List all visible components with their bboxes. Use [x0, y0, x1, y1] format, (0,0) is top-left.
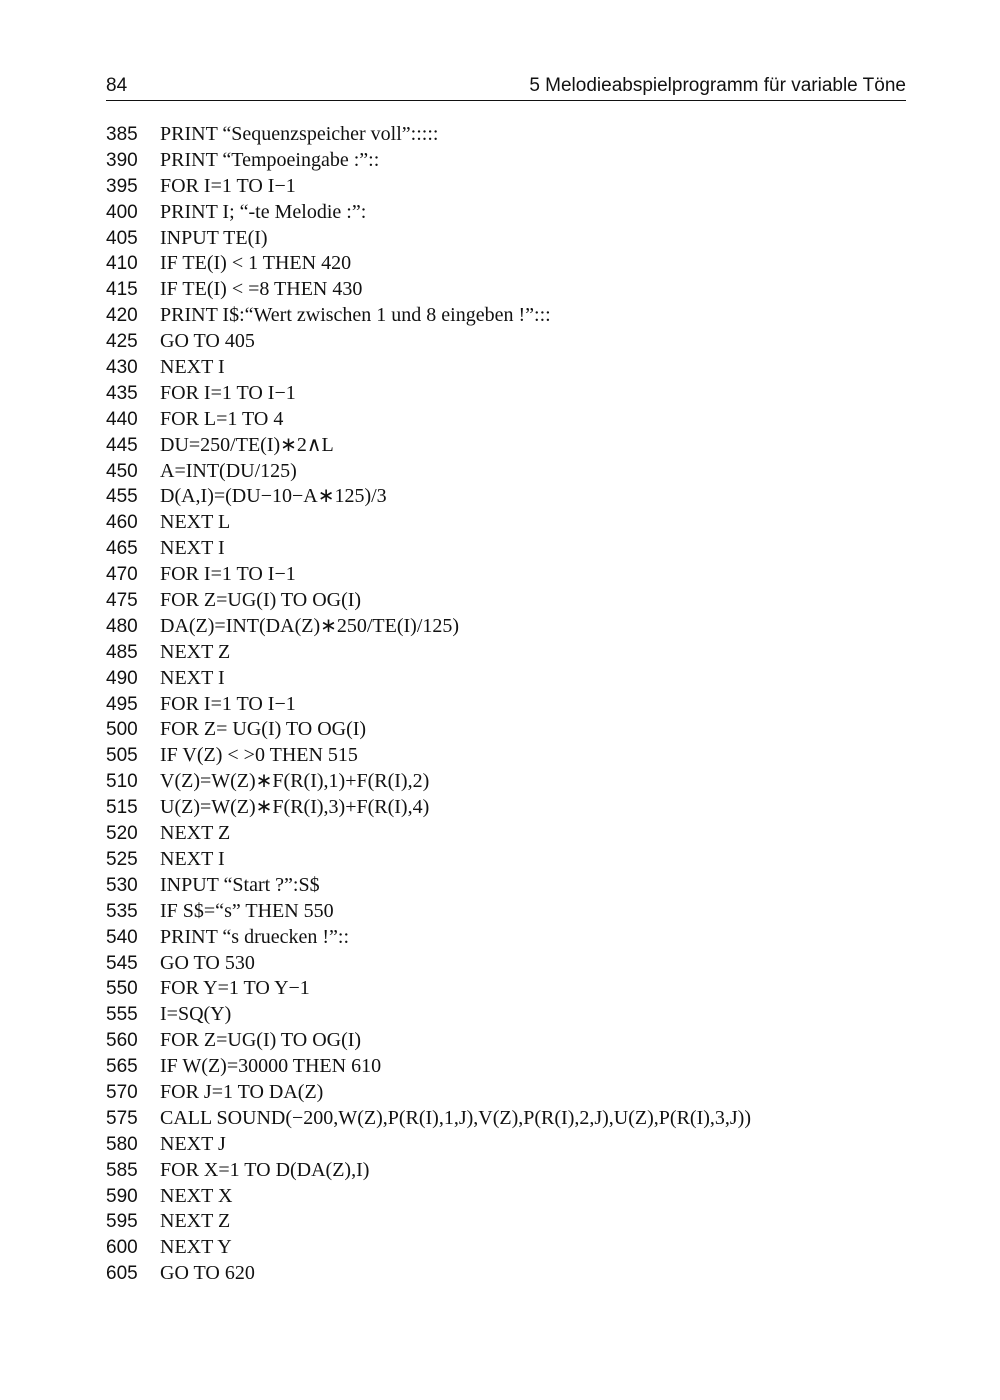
code-statement: IF W(Z)=30000 THEN 610 [160, 1055, 382, 1078]
code-statement: GO TO 530 [160, 951, 255, 974]
code-line [106, 459, 926, 485]
code-statement: NEXT L [160, 511, 231, 534]
code-line [106, 381, 926, 407]
line-number: 555 [106, 1004, 138, 1026]
code-line [106, 1158, 926, 1184]
line-number: 480 [106, 615, 138, 637]
line-number: 425 [106, 331, 138, 353]
code-statement: IF TE(I) < =8 THEN 430 [160, 278, 363, 301]
code-line [106, 226, 926, 252]
code-statement: FOR Z=UG(I) TO OG(I) [160, 589, 362, 612]
code-statement: FOR I=1 TO I−1 [160, 381, 296, 404]
code-line [106, 1184, 926, 1210]
code-line [106, 1235, 926, 1261]
line-number: 550 [106, 978, 138, 1000]
line-number: 435 [106, 382, 138, 404]
code-line [106, 847, 926, 873]
line-number: 440 [106, 408, 138, 430]
code-statement: FOR Z=UG(I) TO OG(I) [160, 1029, 362, 1052]
code-statement: FOR J=1 TO DA(Z) [160, 1080, 324, 1103]
code-line [106, 925, 926, 951]
line-number: 585 [106, 1159, 138, 1181]
code-statement: V(Z)=W(Z)∗F(R(I),1)+F(R(I),2) [160, 770, 430, 793]
line-number: 535 [106, 900, 138, 922]
code-line [106, 536, 926, 562]
code-statement: PRINT “Tempoeingabe :”:: [160, 148, 380, 171]
code-statement: IF S$=“s” THEN 550 [160, 899, 334, 922]
line-number: 595 [106, 1211, 138, 1233]
code-line [106, 251, 926, 277]
code-statement: FOR I=1 TO I−1 [160, 563, 296, 586]
code-statement: FOR I=1 TO I−1 [160, 692, 296, 715]
code-statement: U(Z)=W(Z)∗F(R(I),3)+F(R(I),4) [160, 796, 430, 819]
code-line [106, 640, 926, 666]
line-number: 475 [106, 590, 138, 612]
line-number: 385 [106, 124, 138, 145]
code-line [106, 562, 926, 588]
line-number: 490 [106, 667, 138, 689]
code-statement: NEXT I [160, 847, 225, 870]
line-number: 400 [106, 201, 138, 223]
code-line [106, 795, 926, 821]
code-line [106, 148, 926, 174]
code-line [106, 1261, 926, 1287]
code-statement: GO TO 405 [160, 330, 255, 353]
code-line [106, 329, 926, 355]
code-statement: INPUT TE(I) [160, 226, 268, 249]
code-line [106, 277, 926, 303]
code-statement: NEXT I [160, 537, 225, 560]
code-statement: FOR X=1 TO D(DA(Z),I) [160, 1158, 370, 1181]
line-number: 450 [106, 460, 138, 482]
code-line [106, 433, 926, 459]
code-line [106, 821, 926, 847]
code-statement: NEXT X [160, 1184, 233, 1207]
code-statement: PRINT I; “-te Melodie :”: [160, 200, 367, 223]
code-line [106, 1132, 926, 1158]
code-line [106, 692, 926, 718]
line-number: 580 [106, 1133, 138, 1155]
code-line [106, 1209, 926, 1235]
code-line [106, 200, 926, 226]
code-line [106, 303, 926, 329]
code-line [106, 174, 926, 200]
code-line [106, 614, 926, 640]
line-number: 560 [106, 1030, 138, 1052]
code-statement: I=SQ(Y) [160, 1003, 232, 1026]
code-statement: IF TE(I) < 1 THEN 420 [160, 252, 352, 275]
code-statement: IF V(Z) < >0 THEN 515 [160, 744, 358, 767]
code-line [106, 1054, 926, 1080]
code-statement: PRINT “Sequenzspeicher voll”::::: [160, 123, 439, 145]
code-line [106, 666, 926, 692]
line-number: 600 [106, 1237, 138, 1259]
code-statement: NEXT Z [160, 1210, 231, 1233]
code-line [106, 1002, 926, 1028]
code-statement: NEXT Z [160, 822, 231, 845]
code-statement: GO TO 620 [160, 1262, 255, 1285]
line-number: 570 [106, 1081, 138, 1103]
code-line [106, 484, 926, 510]
line-number: 590 [106, 1185, 138, 1207]
code-statement: A=INT(DU/125) [160, 459, 297, 482]
code-line [106, 510, 926, 536]
line-number: 500 [106, 719, 138, 741]
line-number: 575 [106, 1107, 138, 1129]
code-statement: NEXT J [160, 1132, 226, 1155]
line-number: 470 [106, 564, 138, 586]
code-statement: PRINT “s druecken !”:: [160, 925, 350, 948]
code-line [106, 717, 926, 743]
code-line [106, 355, 926, 381]
line-number: 565 [106, 1056, 138, 1078]
code-statement: CALL SOUND(−200,W(Z),P(R(I),1,J),V(Z),P(R(I),2,J),U(Z),P(R(I),3,J)) [160, 1106, 751, 1129]
line-number: 510 [106, 771, 138, 793]
header-rule [106, 100, 906, 101]
line-number: 420 [106, 305, 138, 327]
line-number: 505 [106, 745, 138, 767]
line-number: 540 [106, 926, 138, 948]
line-number: 525 [106, 848, 138, 870]
code-statement: PRINT I$:“Wert zwischen 1 und 8 eingeben !”::: [160, 304, 551, 327]
line-number: 530 [106, 874, 138, 896]
line-number: 485 [106, 641, 138, 663]
code-statement: DU=250/TE(I)∗2∧L [160, 433, 334, 456]
code-line [106, 976, 926, 1002]
code-statement: D(A,I)=(DU−10−A∗125)/3 [160, 485, 387, 508]
code-line [106, 899, 926, 925]
line-number: 395 [106, 175, 138, 197]
code-statement: FOR L=1 TO 4 [160, 407, 284, 430]
code-statement: DA(Z)=INT(DA(Z)∗250/TE(I)/125) [160, 614, 460, 637]
line-number: 455 [106, 486, 138, 508]
code-line [106, 122, 926, 148]
line-number: 415 [106, 279, 138, 301]
line-number: 495 [106, 693, 138, 715]
code-statement: INPUT “Start ?”:S$ [160, 873, 320, 896]
code-statement: FOR Y=1 TO Y−1 [160, 977, 310, 1000]
code-statement: NEXT I [160, 356, 225, 379]
code-line [106, 588, 926, 614]
line-number: 460 [106, 512, 138, 534]
code-line [106, 1028, 926, 1054]
code-line [106, 769, 926, 795]
line-number: 405 [106, 227, 138, 249]
line-number: 430 [106, 357, 138, 379]
code-line [106, 951, 926, 977]
code-line [106, 873, 926, 899]
line-number: 410 [106, 253, 138, 275]
running-head: 5 Melodieabspielprogramm für variable Töne [529, 75, 906, 96]
line-number: 445 [106, 434, 138, 456]
basic-program-listing [106, 122, 926, 1287]
code-statement: FOR Z= UG(I) TO OG(I) [160, 718, 367, 741]
code-statement: NEXT Y [160, 1236, 232, 1259]
line-number: 545 [106, 952, 138, 974]
code-statement: FOR I=1 TO I−1 [160, 174, 296, 197]
line-number: 605 [106, 1263, 138, 1285]
code-statement: NEXT I [160, 666, 225, 689]
code-line [106, 407, 926, 433]
code-line [106, 1106, 926, 1132]
code-line [106, 1080, 926, 1106]
code-statement: NEXT Z [160, 640, 231, 663]
line-number: 515 [106, 797, 138, 819]
code-line [106, 743, 926, 769]
line-number: 520 [106, 823, 138, 845]
page-number: 84 [106, 75, 128, 96]
line-number: 390 [106, 149, 138, 171]
line-number: 465 [106, 538, 138, 560]
